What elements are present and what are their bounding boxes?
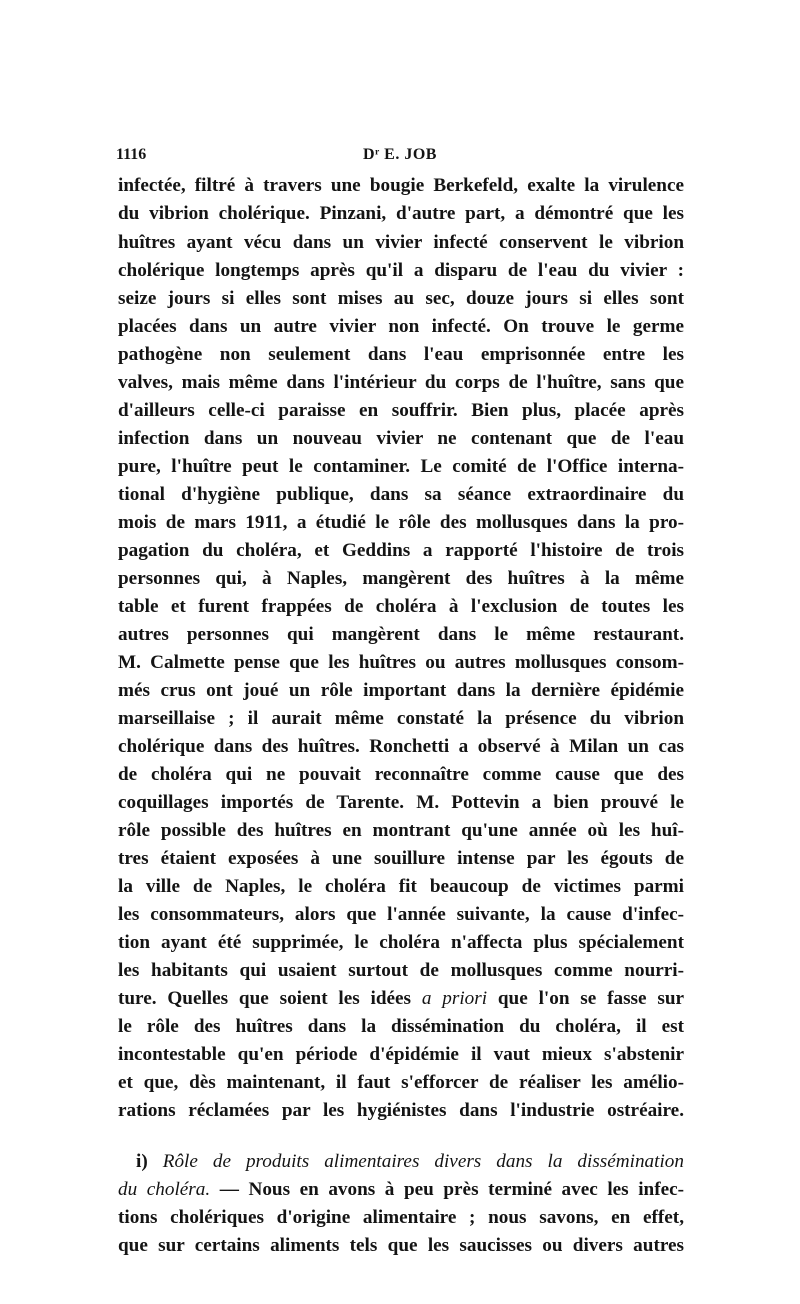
text-line: personnes qui, à Naples, mangèrent des huîtres à la même <box>118 568 684 589</box>
text-line: coquillages importés de Tarente. M. Pottevin a bien prouvé le <box>118 792 684 813</box>
text-line: la ville de Naples, le choléra fit beaucoup de victimes parmi <box>118 876 684 897</box>
text-line: les consommateurs, alors que l'année suivante, la cause d'infec- <box>118 904 684 925</box>
text-line: les habitants qui usaient surtout de mollusques comme nourri- <box>118 960 684 981</box>
text-segment: ture. Quelles que soient les idées <box>118 988 412 1009</box>
text-line: et que, dès maintenant, il faut s'efforcer de réaliser les amélio- <box>118 1072 684 1093</box>
text-line: incontestable qu'en période d'épidémie il vaut mieux s'abstenir <box>118 1044 684 1065</box>
text-line: autres personnes qui mangèrent dans le même restaurant. <box>118 624 684 645</box>
text-line: cholérique longtemps après qu'il a disparu de l'eau du vivier : <box>118 260 684 281</box>
text-line: cholérique dans des huîtres. Ronchetti a observé à Milan un cas <box>118 736 684 757</box>
author-header: Dʳ E. JOB <box>363 146 437 163</box>
text-line-with-italic <box>118 985 684 1015</box>
text-line: de choléra qui ne pouvait reconnaître comme cause que des <box>118 764 684 785</box>
text-line: le rôle des huîtres dans la dissémination du choléra, il est <box>118 1016 684 1037</box>
text-line: pathogène non seulement dans l'eau emprisonnée entre les <box>118 344 684 365</box>
section-heading: Rôle de produits alimentaires divers dans la dissémination <box>162 1151 684 1172</box>
text-line: infectée, filtré à travers une bougie Berkefeld, exalte la virulence <box>118 175 684 196</box>
section-heading-continued: du choléra. <box>118 1179 211 1200</box>
text-segment: — Nous en avons à peu près terminé avec les infec- <box>219 1179 685 1200</box>
text-line: M. Calmette pense que les huîtres ou autres mollusques consom- <box>118 652 684 673</box>
text-line: valves, mais même dans l'intérieur du corps de l'huître, sans que <box>118 372 684 393</box>
section-heading-line <box>136 1148 684 1178</box>
text-line: més crus ont joué un rôle important dans la dernière épidémie <box>118 680 684 701</box>
text-line-with-italic <box>118 1176 684 1206</box>
text-line: pagation du choléra, et Geddins a rapporté l'histoire de trois <box>118 540 684 561</box>
section-label: i) <box>136 1151 148 1172</box>
text-line: rations réclamées par les hygiénistes dans l'industrie ostréaire. <box>118 1100 684 1121</box>
text-line: pure, l'huître peut le contaminer. Le comité de l'Office interna- <box>118 456 684 477</box>
text-line: tion ayant été supprimée, le choléra n'affecta plus spécialement <box>118 932 684 953</box>
text-line: mois de mars 1911, a étudié le rôle des mollusques dans la pro- <box>118 512 684 533</box>
text-line: d'ailleurs celle-ci paraisse en souffrir. Bien plus, placée après <box>118 400 684 421</box>
italic-term: a priori <box>421 988 488 1009</box>
text-line: huîtres ayant vécu dans un vivier infecté conservent le vibrion <box>118 232 684 253</box>
text-line: table et furent frappées de choléra à l'exclusion de toutes les <box>118 596 684 617</box>
text-line: que sur certains aliments tels que les saucisses ou divers autres <box>118 1235 684 1256</box>
text-line: tions cholériques d'origine alimentaire ; nous savons, en effet, <box>118 1207 684 1228</box>
text-line: tional d'hygiène publique, dans sa séance extraordinaire du <box>118 484 684 505</box>
running-head <box>116 146 684 168</box>
page-number: 1116 <box>116 146 147 163</box>
text-line: marseillaise ; il aurait même constaté la présence du vibrion <box>118 708 684 729</box>
text-line: placées dans un autre vivier non infecté. On trouve le germe <box>118 316 684 337</box>
text-line: rôle possible des huîtres en montrant qu'une année où les huî- <box>118 820 684 841</box>
text-line: du vibrion cholérique. Pinzani, d'autre part, a démontré que les <box>118 203 684 224</box>
text-line: tres étaient exposées à une souillure intense par les égouts de <box>118 848 684 869</box>
text-line: seize jours si elles sont mises au sec, douze jours si elles sont <box>118 288 684 309</box>
text-line: infection dans un nouveau vivier ne contenant que de l'eau <box>118 428 684 449</box>
text-segment: que l'on se fasse sur <box>497 988 685 1009</box>
